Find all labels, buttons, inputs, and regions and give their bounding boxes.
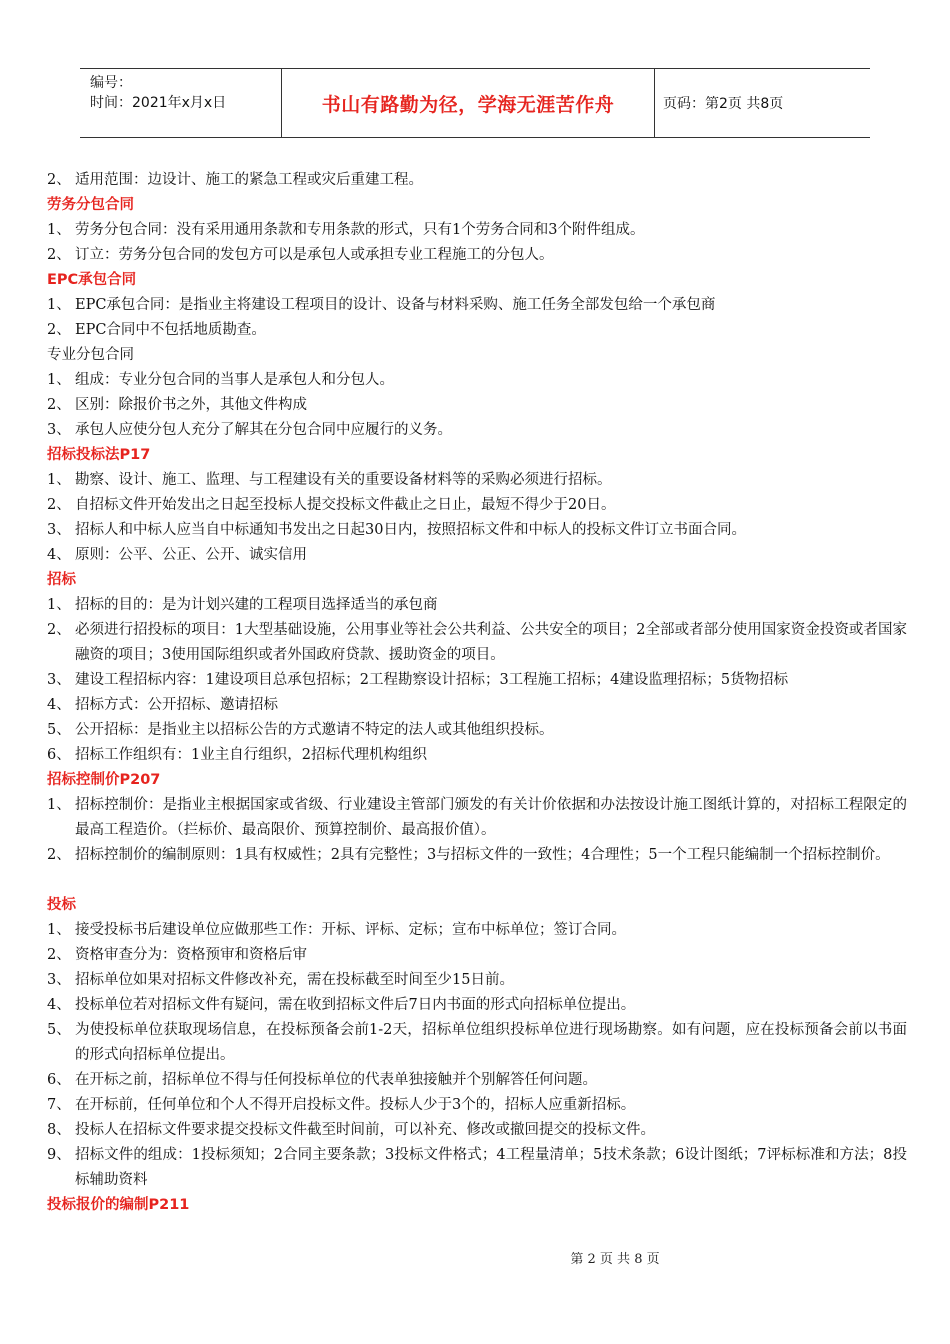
list-item-number: 2、 [47,947,71,963]
list-item-number: 2、 [47,847,71,863]
list-item-text: 自招标文件开始发出之日起至投标人提交投标文件截止之日止，最短不得少于20日。 [75,497,616,513]
list-item [47,718,907,743]
list-item-text: 勘察、设计、施工、监理、与工程建设有关的重要设备材料等的采购必须进行招标。 [75,472,612,488]
list-item-number: 4、 [47,547,71,563]
list-item [47,668,907,693]
list-item [47,468,907,493]
list-item [47,293,907,318]
header-page-label: 页码：第2页 共8页 [663,96,784,112]
list-item-number: 2、 [47,497,71,513]
list-item-text: 招标的目的：是为计划兴建的工程项目选择适当的承包商 [75,597,438,613]
page-footer: 第 2 页 共 8 页 [570,1252,660,1267]
list-item-number: 1、 [47,797,71,813]
list-item-number: 3、 [47,972,71,988]
list-item [47,993,907,1018]
section-heading: 投标报价的编制P211 [47,1197,190,1213]
section-heading: 招标 [47,572,76,588]
blank-line [47,868,907,893]
list-item-number: 6、 [47,747,71,763]
list-item [47,518,907,543]
list-item-text: 在开标之前，招标单位不得与任何投标单位的代表单独接触并个别解答任何问题。 [75,1072,597,1088]
list-item-text: 组成：专业分包合同的当事人是承包人和分包人。 [75,372,394,388]
list-item [47,493,907,518]
section-heading: 招标控制价P207 [47,772,161,788]
list-item-number: 2、 [47,322,71,338]
list-item-number: 8、 [47,1122,71,1138]
section-heading: 投标 [47,897,76,913]
list-item-text: 原则：公平、公正、公开、诚实信用 [75,547,307,563]
list-item-text: 投标人在招标文件要求提交投标文件截至时间前，可以补充、修改或撤回提交的投标文件。 [75,1122,655,1138]
list-item-number: 3、 [47,672,71,688]
list-item-text: 招标单位如果对招标文件修改补充，需在投标截至时间至少15日前。 [75,972,514,988]
section-heading: EPC承包合同 [47,272,137,288]
list-item [47,843,907,868]
list-item-text: 招标控制价的编制原则：1具有权威性；2具有完整性；3与招标文件的一致性；4合理性；5一个工程只能编制一个招标控制价。 [75,847,890,863]
list-item-number: 1、 [47,297,71,313]
list-item [47,918,907,943]
list-item [47,1118,907,1143]
list-item-text: 劳务分包合同：没有采用通用条款和专用条款的形式，只有1个劳务合同和3个附件组成。 [75,222,645,238]
list-item [47,1068,907,1093]
list-item-text: 必须进行招投标的项目：1大型基础设施，公用事业等社会公共利益、公共安全的项目；2全部或者部分使用国家资金投资或者国家融资的项目；3使用国际组织或者外国政府贷款、援助资金的项目。 [75,622,907,663]
list-item-number: 4、 [47,697,71,713]
list-item [47,743,907,768]
list-item-number: 2、 [47,397,71,413]
list-item-text: 招标控制价：是指业主根据国家或省级、行业建设主管部门颁发的有关计价依据和办法按设计施工图纸计算的，对招标工程限定的最高工程造价。（拦标价、最高限价、预算控制价、最高报价值）。 [75,797,907,838]
list-item [47,693,907,718]
list-item-number: 1、 [47,372,71,388]
list-item-number: 1、 [47,222,71,238]
code-label: 编号： [90,75,132,91]
list-item-number: 7、 [47,1097,71,1113]
document-header [80,68,870,138]
list-item-number: 5、 [47,1022,71,1038]
list-item-number: 5、 [47,722,71,738]
list-item-text: 适用范围：边设计、施工的紧急工程或灾后重建工程。 [75,172,423,188]
list-item-number: 1、 [47,472,71,488]
list-item-text: 招标方式：公开招标、邀请招标 [75,697,278,713]
list-item-text: EPC承包合同：是指业主将建设工程项目的设计、设备与材料采购、施工任务全部发包给一个承包商 [75,297,716,313]
section-heading: 招标投标法P17 [47,447,151,463]
list-item-number: 2、 [47,622,71,638]
list-item [47,1143,907,1193]
list-item-text: 接受投标书后建设单位应做那些工作：开标、评标、定标；宣布中标单位；签订合同。 [75,922,626,938]
list-item [47,618,907,668]
list-item-number: 9、 [47,1147,71,1163]
list-item-number: 1、 [47,597,71,613]
list-item-number: 4、 [47,997,71,1013]
list-item-text: 投标单位若对招标文件有疑问，需在收到招标文件后7日内书面的形式向招标单位提出。 [75,997,636,1013]
list-item [47,418,907,443]
section-title-plain: 专业分包合同 [47,347,134,363]
section-heading: 劳务分包合同 [47,197,134,213]
list-item [47,1018,907,1068]
list-item-text: EPC合同中不包括地质勘查。 [75,322,266,338]
list-item-text: 招标文件的组成：1投标须知；2合同主要条款；3投标文件格式；4工程量清单；5技术条款；6设计图纸；7评标标准和方法；8投标辅助资料 [75,1147,907,1188]
list-item [47,368,907,393]
list-item-text: 资格审查分为：资格预审和资格后审 [75,947,307,963]
list-item [47,593,907,618]
list-item-text: 订立：劳务分包合同的发包方可以是承包人或承担专业工程施工的分包人。 [75,247,554,263]
list-item [47,943,907,968]
time-label: 时间：2021年x月x日 [90,95,227,111]
header-motto: 书山有路勤为径，学海无涯苦作舟 [281,69,655,137]
document-body [47,168,907,1218]
list-item-text: 招标工作组织有：1业主自行组织，2招标代理机构组织 [75,747,427,763]
list-item [47,1093,907,1118]
header-left-cell [80,69,281,137]
list-item-number: 6、 [47,1072,71,1088]
list-item [47,793,907,843]
list-item-text: 建设工程招标内容：1建设项目总承包招标；2工程勘察设计招标；3工程施工招标；4建设监理招标；5货物招标 [75,672,789,688]
list-item-text: 承包人应使分包人充分了解其在分包合同中应履行的义务。 [75,422,452,438]
list-item [47,243,907,268]
list-item-text: 在开标前，任何单位和个人不得开启投标文件。投标人少于3个的，招标人应重新招标。 [75,1097,636,1113]
list-item-number: 1、 [47,922,71,938]
list-item-text: 公开招标：是指业主以招标公告的方式邀请不特定的法人或其他组织投标。 [75,722,554,738]
list-item [47,218,907,243]
list-item [47,393,907,418]
list-item [47,318,907,343]
list-item [47,543,907,568]
list-item [47,168,907,193]
list-item-number: 3、 [47,522,71,538]
list-item [47,968,907,993]
list-item-number: 2、 [47,172,71,188]
list-item-number: 3、 [47,422,71,438]
list-item-number: 2、 [47,247,71,263]
list-item-text: 为使投标单位获取现场信息，在投标预备会前1-2天，招标单位组织投标单位进行现场勘察。如有问题，应在投标预备会前以书面的形式向招标单位提出。 [75,1022,907,1063]
list-item-text: 招标人和中标人应当自中标通知书发出之日起30日内，按照招标文件和中标人的投标文件订立书面合同。 [75,522,746,538]
list-item-text: 区别：除报价书之外，其他文件构成 [75,397,307,413]
